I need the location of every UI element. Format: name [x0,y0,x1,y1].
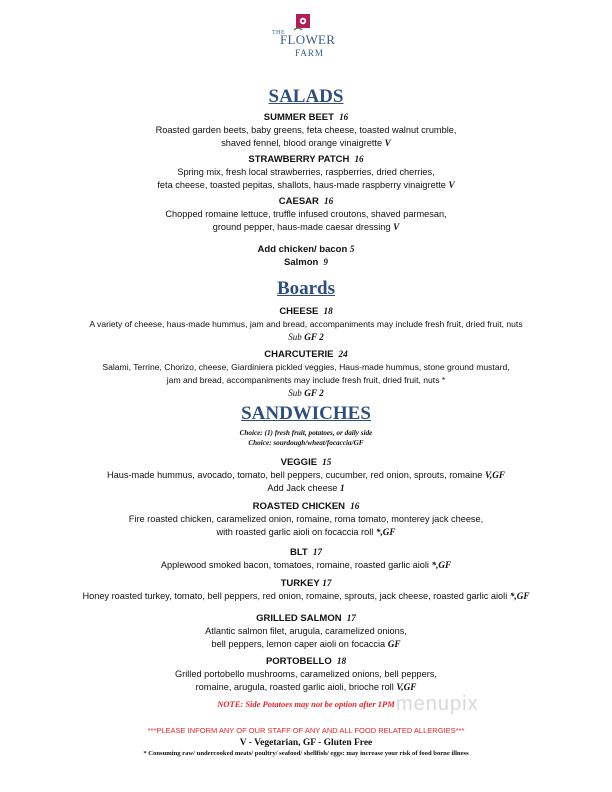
salad-addons [0,243,612,269]
item-description: romaine, arugula, roasted garlic aioli, brioche roll [195,682,394,692]
menupix-watermark: menupix [396,693,479,715]
item-name: VEGGIE [280,457,318,468]
logo-flower: FLOWER [280,32,336,47]
item-name: SUMMER BEET [263,112,334,123]
addon-label: Salmon [283,257,319,268]
item-description: with roasted garlic aioli on focaccia roll [216,527,374,537]
item-price: 17 [346,613,356,623]
item-description: Grilled portobello mushrooms, caramelized onions, bell peppers, [175,669,437,679]
diet-tag: V,GF [396,682,417,692]
menu-item-strawberry-patch [0,153,612,192]
logo-the: THE [272,30,286,36]
item-name: PORTOBELLO [265,656,332,667]
item-name: TURKEY [280,578,320,589]
item-description: Haus-made hummus, avocado, tomato, bell peppers, cucumber, red onion, sprouts, romaine [107,470,483,480]
sub-label: Sub [288,332,302,342]
flower-icon [292,12,314,34]
item-price: 18 [323,306,333,316]
logo-farm: FARM [295,48,324,58]
item-name: CHARCUTERIE [264,349,334,360]
menu-item-charcuterie [0,348,612,400]
addon-price: 5 [349,244,355,254]
diet-tag: V [384,138,391,148]
item-name: CHEESE [279,306,319,317]
item-name: GRILLED SALMON [256,613,342,624]
item-price: 24 [338,349,348,359]
addon-price: 9 [323,257,328,267]
addon-label: Add chicken/ bacon [257,244,348,255]
menu-item-portobello [0,655,612,694]
diet-tag: V [448,180,455,190]
menu-item-roasted-chicken [0,500,612,539]
menu-item-cheese [0,305,612,344]
diet-tag: V [393,222,400,232]
item-description: Chopped romaine lettuce, truffle infused croutons, shaved parmesan, [165,209,447,219]
item-price: 17 [322,578,332,588]
item-name: ROASTED CHICKEN [252,501,346,512]
item-addon: Add Jack cheese [267,483,338,493]
sub-tag: GF 2 [304,388,324,398]
item-description: Honey roasted turkey, tomato, bell peppers, red onion, romaine, sprouts, jack cheese, roasted garlic aioli [82,591,508,601]
item-description: Salami, Terrine, Chorizo, cheese, Giardiniera pickled veggies, Haus-made hummus, stone ground mustard, [102,362,510,372]
item-price: 15 [322,457,332,467]
side-note: NOTE: Side Potatoes may not be option after 1PM [217,699,395,709]
menu-item-blt [0,546,612,572]
diet-tag: *,GF [375,527,396,537]
sub-tag: GF 2 [304,332,324,342]
food-safety-warning: * Consuming raw/ undercooked meats/ poultry/ seafood/ shellfish/ eggs: may increase your risk of food borne illness [143,750,469,757]
choice-bread: Choice: sourdough/wheat/focaccia/GF [248,438,364,447]
item-name: BLT [289,547,308,558]
addon-price: 1 [339,483,345,493]
item-description: feta cheese, toasted pepitas, shallots, haus-made raspberry vinaigrette [157,180,446,190]
sandwiches-heading: SANDWICHES [241,403,371,424]
item-price: 16 [354,154,364,164]
item-price: 16 [350,501,360,511]
item-description: shaved fennel, blood orange vinaigrette [221,138,383,148]
diet-legend: V - Vegetarian, GF - Gluten Free [239,738,373,748]
menu-item-veggie [0,456,612,495]
diet-tag: *,GF [509,591,530,601]
item-description: A variety of cheese, haus-made hummus, jam and bread, accompaniments may include fresh fruit, dried fruit, nuts [89,319,523,329]
item-price: 16 [339,112,349,122]
choice-side: Choice: (1) fresh fruit, potatoes, or daily side [239,429,373,437]
sub-label: Sub [288,388,302,398]
boards-heading: Boards [276,278,336,299]
menu-item-summer-beet [0,111,612,150]
item-price: 16 [324,196,334,206]
item-price: 17 [312,547,323,557]
item-name: STRAWBERRY PATCH [248,154,350,165]
sandwich-choices [0,429,612,448]
item-description: ground pepper, haus-made caesar dressing [212,222,391,232]
item-price: 18 [336,656,347,666]
item-description: bell peppers, lemon caper aioli on focaccia [211,639,386,649]
item-description: jam and bread, accompaniments may include fresh fruit, dried fruit, nuts * [166,375,446,385]
diet-tag: V,GF [484,470,505,480]
allergy-notice: ***PLEASE INFORM ANY OF OUR STAFF OF ANY AND ALL FOOD RELATED ALLERGIES*** [147,726,465,735]
diet-tag: GF [387,639,401,649]
item-description: Spring mix, fresh local strawberries, raspberries, dried cherries, [177,167,435,177]
menu-item-caesar [0,195,612,234]
flower-farm-logo [250,8,362,60]
item-description: Roasted garden beets, baby greens, feta cheese, toasted walnut crumble, [155,125,457,135]
diet-tag: *,GF [431,560,452,570]
item-description: Applewood smoked bacon, tomatoes, romaine, roasted garlic aioli [160,560,429,570]
item-name: CAESAR [278,196,319,207]
salads-heading: SALADS [268,86,344,107]
item-description: Fire roasted chicken, caramelized onion, romaine, roma tomato, monterey jack cheese, [128,514,484,524]
menu-item-grilled-salmon [0,612,612,651]
item-description: Atlantic salmon filet, arugula, caramelized onions, [205,626,407,636]
menu-item-turkey [0,577,612,603]
